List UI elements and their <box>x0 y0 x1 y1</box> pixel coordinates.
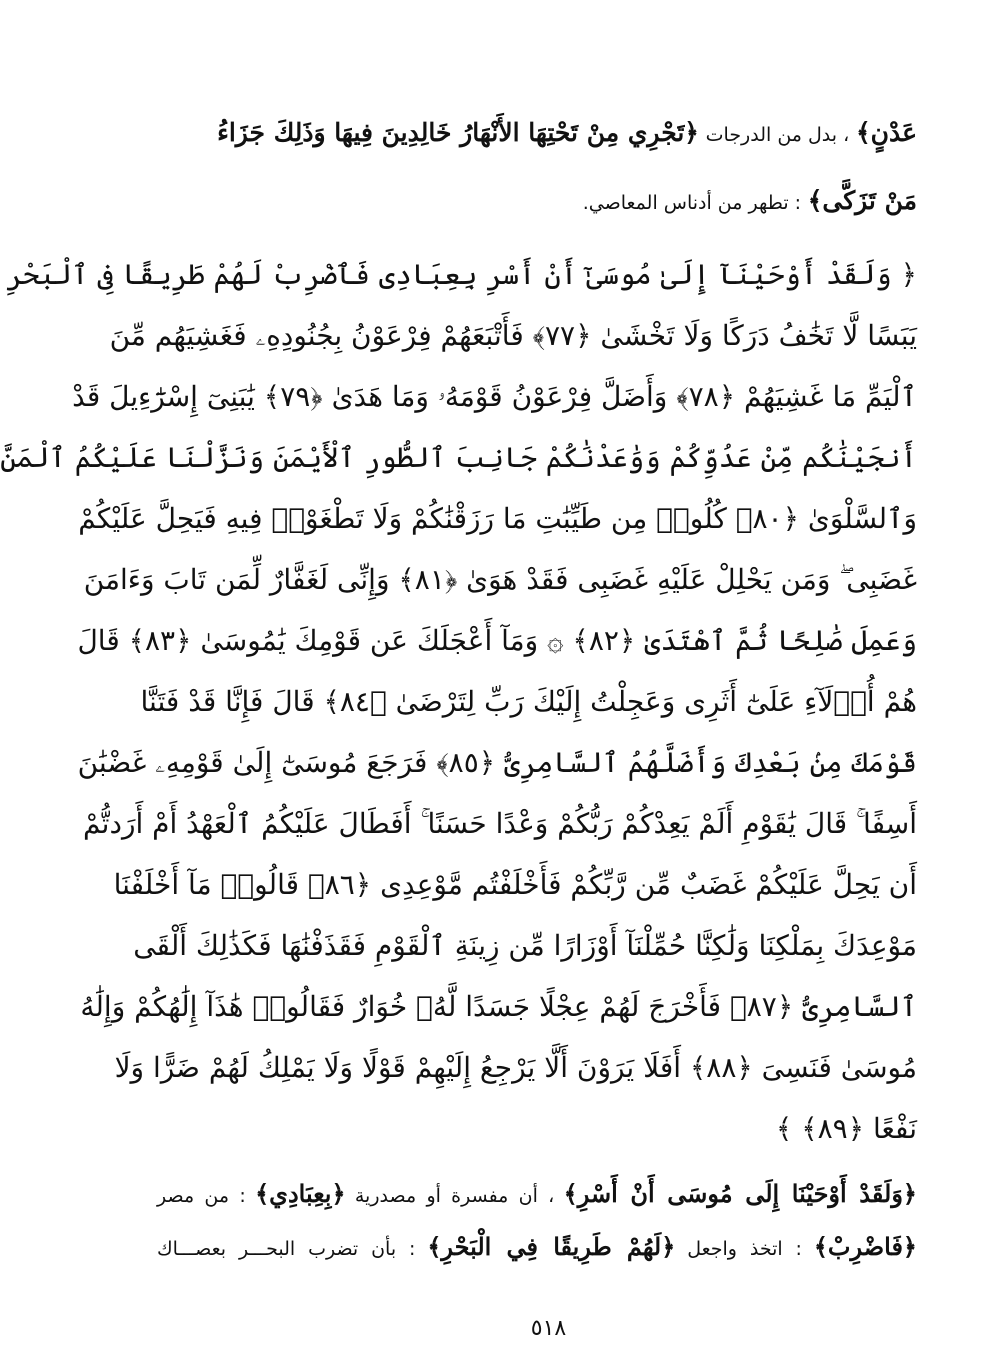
quran-quote: ﴿وَلَقَدْ أَوْحَيْنَا إِلَى مُوسَى أَنْ أَسْرِ﴾ <box>563 1179 917 1208</box>
verse-line: ٱلْيَمِّ مَا غَشِيَهُمْ ﴿٧٨﴾ وَأَضَلَّ فِرْعَوْنُ قَوْمَهُۥ وَمَا هَدَىٰ ﴿٧٩﴾ يَٰبَنِىٓ إِسْرَٰٓءِيلَ قَدْ <box>72 380 917 413</box>
commentary-text: : بأن تضرب البحـــر بعصـــاك <box>157 1238 416 1260</box>
intro-line-1 <box>157 100 917 168</box>
footnote-line-2 <box>157 1220 917 1273</box>
footnote-line-1 <box>157 1167 917 1220</box>
verse-line: وَٱلسَّلْوَىٰ ﴿٨٠﴾ كُلُوا۟ مِن طَيِّبَٰتِ مَا رَزَقْنَٰكُمْ وَلَا تَطْغَوْا۟ فِيهِ فَيَحِلَّ عَلَيْكُمْ <box>78 502 917 535</box>
quran-quote: ﴿بِعِبَادِي﴾ <box>255 1179 346 1208</box>
verse-line: نَفْعًا ﴿٨٩﴾ ﴾ <box>775 1112 917 1145</box>
intro-line-2 <box>157 168 917 236</box>
verse-line: هُمْ أُو۟لَآءِ عَلَىٰٓ أَثَرِى وَعَجِلْتُ إِلَيْكَ رَبِّ لِتَرْضَىٰ ﴿٨٤﴾ قَالَ فَإِنَّا قَدْ فَتَنَّا <box>140 685 917 718</box>
verse-line: أَن يَحِلَّ عَلَيْكُمْ غَضَبٌ مِّن رَّبِّكُمْ فَأَخْلَفْتُم مَّوْعِدِى ﴿٨٦﴾ قَالُوا۟ مَآ أَخْلَفْنَا <box>113 868 917 901</box>
intro-commentary <box>157 100 917 236</box>
commentary-text: ، أن مفسرة أو مصدرية <box>354 1185 555 1207</box>
verse-line: مُوسَىٰ فَنَسِىَ ﴿٨٨﴾ أَفَلَا يَرَوْنَ أَلَّا يَرْجِعُ إِلَيْهِمْ قَوْلًا وَلَا يَمْلِكُ لَهُمْ ضَرًّا وَلَا <box>114 1051 917 1084</box>
verse-line: أَنجَيْنَٰكُم مِّنْ عَدُوِّكُمْ وَوَٰعَدْنَٰكُمْ جَانِبَ ٱلطُّورِ ٱلْأَيْمَنَ وَنَزَّلْنَا عَلَيْكُمُ ٱلْمَنَّ <box>0 441 917 474</box>
quran-quote: ﴿فَاضْرِبْ﴾ <box>813 1232 917 1261</box>
verse-line: ٱلسَّامِرِىُّ ﴿٨٧﴾ فَأَخْرَجَ لَهُمْ عِجْلًا جَسَدًا لَّهُۥ خُوَارٌ فَقَالُوا۟ هَٰذَآ إِلَٰهُكُمْ وَإِلَٰهُ <box>80 990 917 1023</box>
commentary-text: : من مصر <box>157 1185 246 1207</box>
footnotes-block <box>157 1167 917 1273</box>
commentary-text: ، بدل من الدرجات <box>705 124 850 146</box>
verse-line: يَبَسًا لَّا تَخَٰفُ دَرَكًا وَلَا تَخْشَىٰ ﴿٧٧﴾ فَأَتْبَعَهُمْ فِرْعَوْنُ بِجُنُودِهِۦ فَغَشِيَهُم مِّنَ <box>109 319 917 352</box>
commentary-text: : تطهر من أدناس المعاصي. <box>582 192 802 214</box>
verse-line: أَسِفًا ۚ قَالَ يَٰقَوْمِ أَلَمْ يَعِدْكُمْ رَبُّكُمْ وَعْدًا حَسَنًا ۚ أَفَطَالَ عَلَيْكُمُ ٱلْعَهْدُ أَمْ أَرَدتُّمْ <box>83 807 917 840</box>
quran-verses-block <box>0 244 917 1159</box>
page-number: ٥١٨ <box>530 1316 567 1341</box>
page-content <box>0 100 917 1273</box>
quran-quote: عَدْنٍ﴾ <box>855 118 917 147</box>
verse-line: غَضَبِى ۖ وَمَن يَحْلِلْ عَلَيْهِ غَضَبِى فَقَدْ هَوَىٰ ﴿٨١﴾ وَإِنِّى لَغَفَّارٌ لِّمَن تَابَ وَءَامَنَ <box>83 563 917 596</box>
quran-quote: ﴿لَهُمْ طَرِيقًا فِي الْبَحْرِ﴾ <box>427 1232 676 1261</box>
quran-quote: ﴿تَجْرِي مِنْ تَحْتِهَا الأَنْهَارُ خَالِدِينَ فِيهَا وَذَلِكَ جَزَاءُ <box>217 118 699 147</box>
verse-line: قَوْمَكَ مِنۢ بَعْدِكَ وَأَضَلَّهُمُ ٱلسَّامِرِىُّ ﴿٨٥﴾ فَرَجَعَ مُوسَىٰٓ إِلَىٰ قَوْمِهِۦ غَضْبَٰنَ <box>77 746 917 779</box>
verse-line: ﴿ وَلَقَدْ أَوْحَيْنَآ إِلَىٰ مُوسَىٰٓ أَنْ أَسْرِ بِعِبَادِى فَٱضْرِبْ لَهُمْ طَرِيقًا فِى ٱلْبَحْرِ <box>6 258 917 291</box>
verse-line: وَعَمِلَ صَٰلِحًا ثُمَّ ٱهْتَدَىٰ ﴿٨٢﴾ ۞ وَمَآ أَعْجَلَكَ عَن قَوْمِكَ يَٰمُوسَىٰ ﴿٨٣﴾ قَالَ <box>77 624 917 657</box>
quran-quote: مَنْ تَزَكَّى﴾ <box>807 186 917 215</box>
commentary-text: : اتخذ واجعل <box>687 1238 802 1260</box>
verse-line: مَوْعِدَكَ بِمَلْكِنَا وَلَٰكِنَّا حُمِّلْنَآ أَوْزَارًا مِّن زِينَةِ ٱلْقَوْمِ فَقَذَفْنَٰهَا فَكَذَٰلِكَ أَلْقَى <box>133 929 917 962</box>
